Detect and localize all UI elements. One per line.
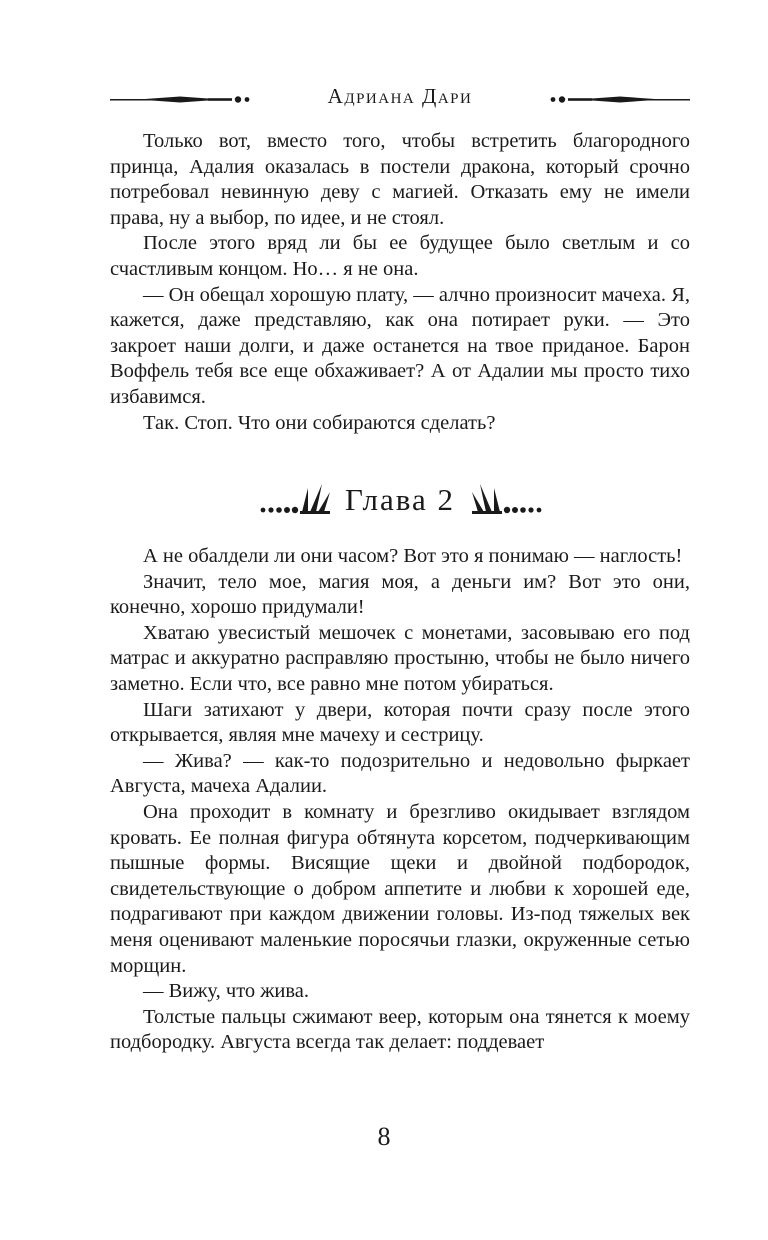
chapter-heading: [110, 478, 690, 522]
running-header: [110, 82, 690, 116]
chapter-title: Глава 2: [344, 482, 456, 517]
paragraph: Так. Стоп. Что они собираются сделать?: [143, 411, 496, 434]
paragraph: Только вот, вместо того, чтобы встретить благородного принца, Адалия оказалась в постели дракона, который срочно потребовал невинную деву с магией. Отказать ему не имели права, ну а выбор, по идее, и не стоял.: [110, 130, 690, 229]
paragraph: — Вижу, что жива.: [143, 980, 310, 1003]
text-block-bottom: [110, 544, 690, 1056]
paragraph: — Жива? — как-то подозрительно и недовольно фыркает Августа, мачеха Адалии.: [110, 749, 690, 798]
paragraph: Хватаю увесистый мешочек с монетами, засовываю его под матрас и аккуратно расправляю простыню, чтобы не было ничего заметно. Если что, все равно мне потом убираться.: [110, 621, 690, 695]
paragraph: Шаги затихают у двери, которая почти сразу после этого открывается, являя мне мачеху и сестрицу.: [110, 698, 690, 747]
chapter-right-ornament-icon: [470, 482, 542, 518]
paragraph: Она проходит в комнату и брезгливо окидывает взглядом кровать. Ее полная фигура обтянута корсетом, подчеркивающим пышные формы. Висящие щеки и двойной подбородок, свидетельствующие о добром аппетите и любви к хорошей еде, подрагивают при каждом движении головы. Из-под тяжелых век меня оценивают маленькие поросячьи глазки, окруженные сетью морщин.: [110, 800, 690, 977]
paragraph: После этого вряд ли бы ее будущее было светлым и со счастливым концом. Но… я не она.: [110, 232, 690, 280]
text-block-top: [110, 129, 690, 436]
paragraph: — Он обещал хорошую плату, — алчно произносит мачеха. Я, кажется, даже представляю, как она потирает руки. — Это закроет наши долги, и даже останется на твое приданое. Барон Воффель тебя все еще обхаживает? А от Адалии мы просто тихо избавимся.: [110, 283, 690, 408]
paragraph: Толстые пальцы сжимают веер, которым она тянется к моему подбородку. Августа всегда так делает: поддевает: [110, 1005, 690, 1054]
paragraph: А не обалдели ли они часом? Вот это я понимаю — наглость!: [143, 545, 683, 567]
right-ornament-icon: [550, 90, 690, 110]
author-name: Адриана Дари: [327, 84, 473, 108]
paragraph: Значит, тело мое, магия моя, а деньги им? Вот это они, конечно, хорошо придумали!: [110, 570, 690, 619]
page-number: 8: [377, 1122, 391, 1151]
